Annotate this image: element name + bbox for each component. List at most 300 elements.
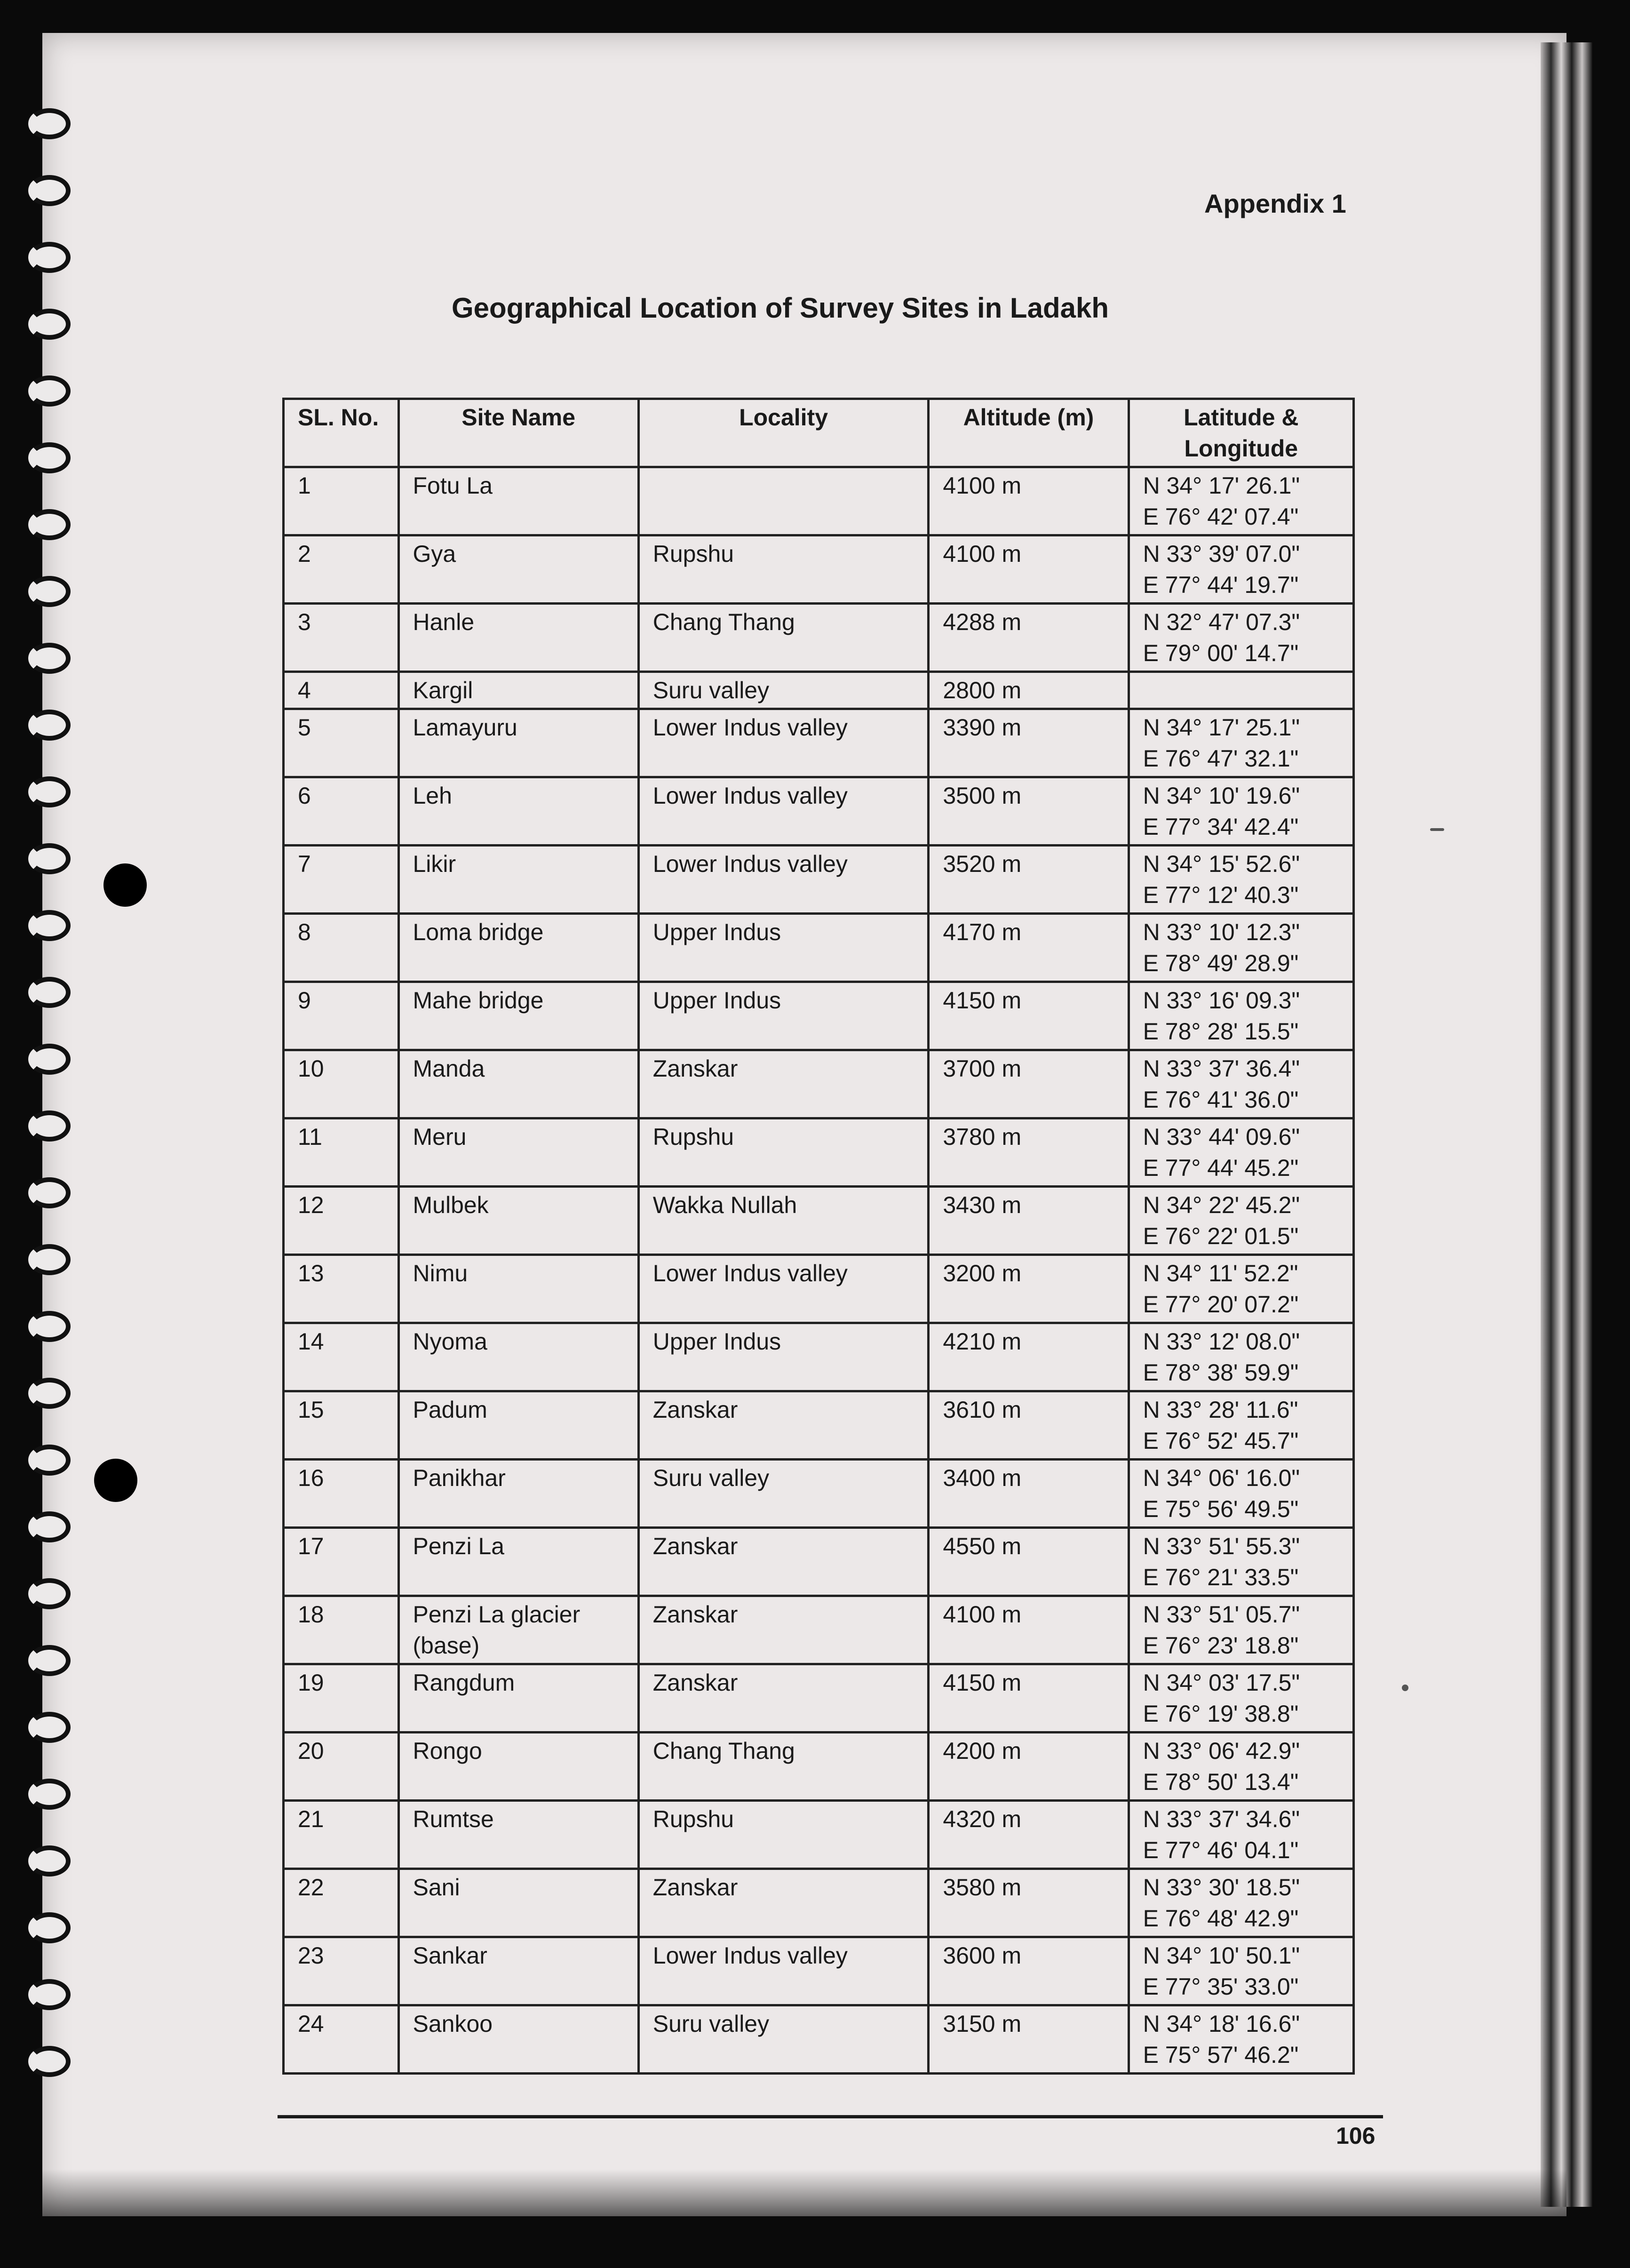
cell-altitude (929, 1869, 1129, 1937)
binding-ring (28, 1912, 71, 1943)
cell-site-name (398, 535, 638, 604)
cell-locality-text: Upper Indus (652, 919, 781, 945)
page-number: 106 (1336, 2123, 1376, 2149)
cell-altitude (929, 846, 1129, 914)
cell-lat-long-text: E 77° 20' 07.2" (1143, 1291, 1299, 1318)
cell-locality (638, 2005, 929, 2074)
cell-sl-no (284, 1733, 399, 1801)
cell-sl-no-text: 22 (298, 1874, 324, 1901)
binding-ring (28, 509, 71, 540)
binding-ring (28, 242, 71, 273)
header-site-name: Site Name (398, 399, 638, 467)
cell-lat-long (1129, 535, 1353, 604)
cell-altitude (929, 1733, 1129, 1801)
table-row (284, 672, 1354, 709)
binding-ring (28, 1712, 71, 1743)
table-row (284, 1460, 1354, 1528)
table-header-row (284, 399, 1354, 467)
cell-locality-text: Suru valley (652, 677, 770, 703)
cell-sl-no (284, 604, 399, 672)
cell-site-name-text: Rumtse (413, 1806, 494, 1832)
table-row (284, 604, 1354, 672)
cell-lat-long-text: E 78° 38' 59.9" (1143, 1359, 1299, 1386)
cell-sl-no-text: 13 (298, 1260, 324, 1286)
cell-site-name (398, 1255, 638, 1323)
cell-locality (638, 1528, 929, 1596)
cell-lat-long-text: N 33° 10' 12.3" (1143, 919, 1300, 945)
cell-lat-long (1129, 1596, 1353, 1664)
cell-altitude (929, 1391, 1129, 1460)
page-edge-stack (1541, 42, 1592, 2207)
cell-site-name (398, 1323, 638, 1391)
cell-lat-long-text: N 34° 17' 25.1" (1143, 714, 1300, 741)
binding-ring (28, 776, 71, 807)
cell-locality-text: Rupshu (652, 1806, 734, 1832)
cell-altitude (929, 1937, 1129, 2005)
table-row (284, 1528, 1354, 1596)
cell-lat-long-text: N 34° 03' 17.5" (1143, 1669, 1300, 1696)
cell-altitude (929, 1596, 1129, 1664)
table-row (284, 1733, 1354, 1801)
cell-altitude (929, 1528, 1129, 1596)
table-row (284, 1255, 1354, 1323)
punch-hole (103, 863, 147, 907)
cell-sl-no-text: 8 (298, 919, 311, 945)
survey-sites-table (282, 398, 1355, 2075)
binding-ring (28, 576, 71, 607)
cell-locality (638, 709, 929, 777)
cell-sl-no-text: 16 (298, 1465, 324, 1491)
cell-site-name-text: Rangdum (413, 1669, 515, 1696)
cell-lat-long (1129, 1323, 1353, 1391)
cell-altitude (929, 1323, 1129, 1391)
cell-sl-no (284, 1937, 399, 2005)
table-row (284, 1050, 1354, 1118)
cell-site-name-text: Meru (413, 1124, 467, 1150)
cell-sl-no (284, 982, 399, 1050)
cell-locality-text: Lower Indus valley (652, 851, 848, 877)
cell-altitude-text: 4100 m (943, 1601, 1022, 1628)
cell-site-name (398, 1664, 638, 1733)
cell-altitude (929, 1050, 1129, 1118)
cell-altitude-text: 4210 m (943, 1328, 1022, 1355)
cell-lat-long-text: E 79° 00' 14.7" (1143, 640, 1299, 666)
cell-altitude-text: 3580 m (943, 1874, 1022, 1901)
page-title: Geographical Location of Survey Sites in Ladakh (452, 292, 1109, 324)
cell-lat-long (1129, 982, 1353, 1050)
cell-altitude-text: 3400 m (943, 1465, 1022, 1491)
cell-sl-no-text: 2 (298, 541, 311, 567)
cell-sl-no (284, 1528, 399, 1596)
cell-site-name-text: Nyoma (413, 1328, 487, 1355)
cell-sl-no (284, 1460, 399, 1528)
cell-lat-long-text: E 76° 21' 33.5" (1143, 1564, 1299, 1590)
cell-lat-long (1129, 914, 1353, 982)
cell-lat-long-text: N 33° 16' 09.3" (1143, 987, 1300, 1014)
cell-sl-no-text: 6 (298, 783, 311, 809)
cell-altitude (929, 2005, 1129, 2074)
cell-altitude-text: 3610 m (943, 1397, 1022, 1423)
cell-sl-no-text: 14 (298, 1328, 324, 1355)
cell-site-name-text: Fotu La (413, 472, 493, 499)
binding-ring (28, 2046, 71, 2077)
cell-site-name-text: Leh (413, 783, 452, 809)
cell-altitude-text: 4150 m (943, 987, 1022, 1014)
cell-lat-long-text: N 34° 22' 45.2" (1143, 1192, 1300, 1218)
cell-lat-long (1129, 1801, 1353, 1869)
cell-altitude-text: 4288 m (943, 609, 1022, 635)
cell-locality-text: Chang Thang (652, 1738, 795, 1764)
cell-locality-text: Zanskar (652, 1055, 738, 1082)
cell-lat-long (1129, 846, 1353, 914)
cell-locality (638, 914, 929, 982)
cell-sl-no-text: 10 (298, 1055, 324, 1082)
binding-ring (28, 442, 71, 473)
cell-site-name (398, 1596, 638, 1664)
cell-locality (638, 982, 929, 1050)
cell-lat-long (1129, 467, 1353, 535)
cell-site-name (398, 1869, 638, 1937)
cell-site-name (398, 982, 638, 1050)
cell-altitude-text: 3520 m (943, 851, 1022, 877)
binding-ring (28, 175, 71, 206)
cell-altitude-text: 4150 m (943, 1669, 1022, 1696)
binding-ring (28, 1311, 71, 1342)
table-row (284, 1937, 1354, 2005)
cell-altitude-text: 4100 m (943, 541, 1022, 567)
cell-lat-long (1129, 709, 1353, 777)
binding-ring (28, 1378, 71, 1409)
table-row (284, 535, 1354, 604)
cell-altitude-text: 4100 m (943, 472, 1022, 499)
cell-locality-text: Lower Indus valley (652, 1260, 848, 1286)
cell-locality-text: Zanskar (652, 1533, 738, 1559)
cell-lat-long (1129, 1937, 1353, 2005)
table-row (284, 1118, 1354, 1187)
binding-ring (28, 710, 71, 741)
cell-altitude-text: 2800 m (943, 677, 1022, 703)
cell-sl-no (284, 1869, 399, 1937)
cell-lat-long-text: N 33° 51' 55.3" (1143, 1533, 1300, 1559)
cell-lat-long-text: N 32° 47' 07.3" (1143, 609, 1300, 635)
cell-lat-long-text: N 33° 06' 42.9" (1143, 1738, 1300, 1764)
cell-sl-no (284, 1118, 399, 1187)
cell-altitude (929, 982, 1129, 1050)
cell-lat-long-text: N 33° 30' 18.5" (1143, 1874, 1300, 1901)
cell-locality (638, 1050, 929, 1118)
cell-locality-text: Lower Indus valley (652, 783, 848, 809)
table-row (284, 709, 1354, 777)
cell-altitude-text: 3600 m (943, 1942, 1022, 1969)
cell-altitude (929, 535, 1129, 604)
cell-lat-long-text: N 34° 17' 26.1" (1143, 472, 1300, 499)
cell-locality (638, 1869, 929, 1937)
table-row (284, 1596, 1354, 1664)
table-row (284, 2005, 1354, 2074)
cell-altitude (929, 467, 1129, 535)
cell-site-name-text: Penzi La glacier (413, 1601, 580, 1628)
cell-altitude-text: 4170 m (943, 919, 1022, 945)
cell-lat-long-text: E 78° 50' 13.4" (1143, 1769, 1299, 1795)
cell-site-name-text: Manda (413, 1055, 485, 1082)
cell-lat-long (1129, 1460, 1353, 1528)
cell-sl-no-text: 20 (298, 1738, 324, 1764)
table-row (284, 1801, 1354, 1869)
cell-locality (638, 777, 929, 846)
cell-locality-text: Zanskar (652, 1601, 738, 1628)
cell-altitude (929, 1664, 1129, 1733)
cell-locality (638, 467, 929, 535)
cell-lat-long-text: E 76° 22' 01.5" (1143, 1223, 1299, 1249)
table-body (284, 467, 1354, 2074)
cell-locality-text: Zanskar (652, 1669, 738, 1696)
header-sl-no: SL. No. (284, 399, 399, 467)
cell-sl-no-text: 23 (298, 1942, 324, 1969)
cell-sl-no-text: 18 (298, 1601, 324, 1628)
cell-altitude (929, 672, 1129, 709)
cell-sl-no-text: 19 (298, 1669, 324, 1696)
cell-locality-text: Chang Thang (652, 609, 795, 635)
cell-sl-no-text: 7 (298, 851, 311, 877)
cell-locality (638, 1323, 929, 1391)
cell-sl-no-text: 12 (298, 1192, 324, 1218)
cell-lat-long-text: N 34° 15' 52.6" (1143, 851, 1300, 877)
cell-lat-long-text: E 76° 48' 42.9" (1143, 1905, 1299, 1932)
cell-site-name-text: Likir (413, 851, 456, 877)
binding-ring (28, 1177, 71, 1208)
header-lat-long-line2: Longitude (1184, 435, 1298, 462)
cell-site-name-text: Nimu (413, 1260, 468, 1286)
cell-altitude (929, 777, 1129, 846)
cell-sl-no (284, 777, 399, 846)
cell-sl-no (284, 1050, 399, 1118)
paper-speck (1430, 828, 1444, 831)
cell-site-name (398, 1187, 638, 1255)
table-row (284, 1664, 1354, 1733)
cell-lat-long-text: N 34° 18' 16.6" (1143, 2011, 1300, 2037)
cell-sl-no-text: 17 (298, 1533, 324, 1559)
cell-lat-long-text: E 77° 12' 40.3" (1143, 882, 1299, 908)
cell-lat-long (1129, 2005, 1353, 2074)
binding-ring (28, 643, 71, 674)
cell-locality-text: Rupshu (652, 1124, 734, 1150)
cell-lat-long-text: E 76° 52' 45.7" (1143, 1428, 1299, 1454)
cell-lat-long-text: E 76° 41' 36.0" (1143, 1086, 1299, 1113)
cell-locality (638, 604, 929, 672)
cell-sl-no (284, 1664, 399, 1733)
cell-site-name-text: Penzi La (413, 1533, 505, 1559)
cell-sl-no (284, 1323, 399, 1391)
cell-locality (638, 1391, 929, 1460)
cell-lat-long (1129, 777, 1353, 846)
cell-sl-no (284, 709, 399, 777)
cell-altitude (929, 1460, 1129, 1528)
cell-locality (638, 1733, 929, 1801)
cell-site-name-text: Hanle (413, 609, 475, 635)
cell-locality (638, 1118, 929, 1187)
cell-lat-long-text: E 77° 46' 04.1" (1143, 1837, 1299, 1863)
cell-sl-no-text: 4 (298, 677, 311, 703)
binding-ring (28, 843, 71, 874)
cell-site-name-text: Lamayuru (413, 714, 517, 741)
cell-site-name (398, 672, 638, 709)
cell-locality (638, 846, 929, 914)
cell-lat-long-text: N 33° 37' 36.4" (1143, 1055, 1300, 1082)
cell-sl-no-text: 21 (298, 1806, 324, 1832)
cell-site-name (398, 1528, 638, 1596)
paper-speck (1402, 1685, 1408, 1691)
cell-site-name-text: Kargil (413, 677, 473, 703)
cell-site-name-text: Sankoo (413, 2011, 493, 2037)
cell-altitude-text: 3150 m (943, 2011, 1022, 2037)
binding-ring (28, 309, 71, 340)
cell-lat-long-text: E 77° 44' 19.7" (1143, 572, 1299, 598)
cell-lat-long-text: E 76° 19' 38.8" (1143, 1701, 1299, 1727)
cell-sl-no (284, 846, 399, 914)
binding-ring (28, 1845, 71, 1877)
cell-lat-long (1129, 1869, 1353, 1937)
cell-site-name (398, 1050, 638, 1118)
table-row (284, 982, 1354, 1050)
cell-site-name (398, 1460, 638, 1528)
binding-ring (28, 108, 71, 139)
binding-ring (28, 910, 71, 941)
cell-altitude-text: 3780 m (943, 1124, 1022, 1150)
cell-site-name-text: Mahe bridge (413, 987, 544, 1014)
cell-lat-long-text: E 77° 35' 33.0" (1143, 1973, 1299, 2000)
table-row (284, 846, 1354, 914)
cell-site-name-text: Mulbek (413, 1192, 489, 1218)
cell-sl-no (284, 1187, 399, 1255)
cell-lat-long-text: N 34° 06' 16.0" (1143, 1465, 1300, 1491)
cell-lat-long-text: E 75° 57' 46.2" (1143, 2042, 1299, 2068)
cell-locality (638, 1801, 929, 1869)
cell-lat-long-text: E 77° 44' 45.2" (1143, 1155, 1299, 1181)
cell-lat-long-text: N 34° 10' 19.6" (1143, 783, 1300, 809)
cell-lat-long (1129, 1664, 1353, 1733)
cell-site-name-text: Panikhar (413, 1465, 506, 1491)
cell-locality-text: Suru valley (652, 2011, 770, 2037)
cell-altitude-text: 3700 m (943, 1055, 1022, 1082)
cell-lat-long (1129, 1050, 1353, 1118)
cell-lat-long-text: N 33° 28' 11.6" (1143, 1397, 1298, 1423)
cell-lat-long-text: E 76° 23' 18.8" (1143, 1632, 1299, 1659)
cell-altitude (929, 1801, 1129, 1869)
cell-altitude-text: 4550 m (943, 1533, 1022, 1559)
cell-locality-text: Lower Indus valley (652, 714, 848, 741)
cell-altitude (929, 1187, 1129, 1255)
cell-sl-no-text: 3 (298, 609, 311, 635)
binding-ring (28, 1511, 71, 1542)
cell-site-name (398, 1733, 638, 1801)
cell-sl-no (284, 1596, 399, 1664)
table-row (284, 914, 1354, 982)
binding-ring (28, 1445, 71, 1476)
cell-lat-long (1129, 1187, 1353, 1255)
cell-locality-text: Suru valley (652, 1465, 770, 1491)
binding-ring (28, 375, 71, 407)
cell-altitude-text: 4320 m (943, 1806, 1022, 1832)
binding-ring (28, 1578, 71, 1609)
cell-site-name (398, 1801, 638, 1869)
cell-altitude (929, 1255, 1129, 1323)
cell-lat-long-text: N 33° 51' 05.7" (1143, 1601, 1300, 1628)
cell-locality-text: Zanskar (652, 1397, 738, 1423)
cell-locality (638, 1460, 929, 1528)
cell-lat-long (1129, 1255, 1353, 1323)
cell-altitude-text: 3390 m (943, 714, 1022, 741)
cell-altitude-text: 4200 m (943, 1738, 1022, 1764)
table-row (284, 1391, 1354, 1460)
cell-locality (638, 1255, 929, 1323)
cell-locality-text: Rupshu (652, 541, 734, 567)
cell-sl-no-text: 24 (298, 2011, 324, 2037)
cell-site-name-text: Rongo (413, 1738, 482, 1764)
table-row (284, 777, 1354, 846)
table-row (284, 1323, 1354, 1391)
cell-lat-long-text: N 33° 37' 34.6" (1143, 1806, 1300, 1832)
cell-altitude-text: 3200 m (943, 1260, 1022, 1286)
binding-ring (28, 1244, 71, 1275)
cell-locality (638, 1187, 929, 1255)
cell-lat-long (1129, 1118, 1353, 1187)
cell-site-name (398, 914, 638, 982)
cell-locality-text: Lower Indus valley (652, 1942, 848, 1969)
cell-altitude-text: 3500 m (943, 783, 1022, 809)
cell-lat-long-text: N 33° 12' 08.0" (1143, 1328, 1300, 1355)
cell-lat-long (1129, 1391, 1353, 1460)
cell-sl-no (284, 672, 399, 709)
binding-ring (28, 1645, 71, 1676)
cell-sl-no (284, 914, 399, 982)
cell-locality (638, 1596, 929, 1664)
cell-site-name (398, 1391, 638, 1460)
cell-lat-long-text: E 78° 28' 15.5" (1143, 1018, 1299, 1045)
punch-hole (94, 1459, 137, 1502)
cell-sl-no (284, 2005, 399, 2074)
cell-sl-no (284, 467, 399, 535)
cell-lat-long-text: E 76° 42' 07.4" (1143, 503, 1299, 530)
cell-site-name (398, 709, 638, 777)
cell-locality-text: Upper Indus (652, 1328, 781, 1355)
header-altitude: Altitude (m) (929, 399, 1129, 467)
cell-sl-no-text: 15 (298, 1397, 324, 1423)
cell-altitude (929, 1118, 1129, 1187)
cell-altitude (929, 914, 1129, 982)
cell-site-name-text: Padum (413, 1397, 487, 1423)
cell-lat-long-text: E 75° 56' 49.5" (1143, 1496, 1299, 1522)
cell-site-name-text: Sankar (413, 1942, 487, 1969)
cell-sl-no (284, 1255, 399, 1323)
cell-lat-long-text: N 34° 10' 50.1" (1143, 1942, 1300, 1969)
cell-locality (638, 1664, 929, 1733)
table-row (284, 1187, 1354, 1255)
cell-locality-text: Wakka Nullah (652, 1192, 797, 1218)
footer-rule (278, 2115, 1383, 2118)
cell-lat-long (1129, 1528, 1353, 1596)
cell-site-name (398, 777, 638, 846)
cell-lat-long-text: N 33° 39' 07.0" (1143, 541, 1300, 567)
cell-site-name-text: Sani (413, 1874, 460, 1901)
binding-ring (28, 1779, 71, 1810)
cell-locality (638, 672, 929, 709)
cell-site-name (398, 846, 638, 914)
cell-locality (638, 1937, 929, 2005)
appendix-label: Appendix 1 (1204, 189, 1346, 218)
cell-site-name (398, 2005, 638, 2074)
header-lat-long-line1: Latitude & (1184, 404, 1299, 431)
table-row (284, 467, 1354, 535)
